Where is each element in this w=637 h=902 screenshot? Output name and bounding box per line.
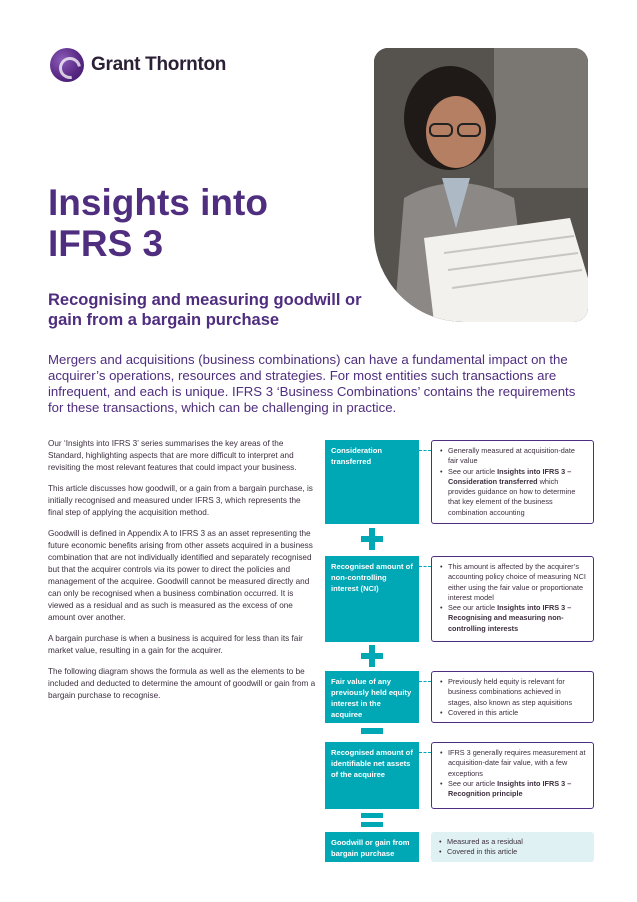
diagram-connector: [419, 450, 431, 451]
diagram-note-goodwill: • Measured as a residual • Covered in this article: [431, 832, 594, 862]
page-subtitle: Recognising and measuring goodwill or gain from a bargain purchase: [48, 291, 362, 329]
diagram-note-consideration: • Generally measured at acquisition-date fair value • See our article Insights into IFRS 3 – Consideration transferred which provides guidance on how to determine that key element of the business combination accounting: [431, 440, 594, 524]
body-paragraph: The following diagram shows the formula as well as the elements to be included and deducted to determine the amount of goodwill or gain from a bargain purchase to recognise.: [48, 667, 316, 700]
diagram-box-nci: Recognised amount of non-controlling interest (NCI): [325, 556, 419, 642]
woman-reading-illustration: [374, 48, 588, 322]
equals-icon: [361, 813, 383, 827]
diagram-note-previously-held-equity: • Previously held equity is relevant for business combinations achieved in stages, also known as step aquisitions • Covered in this article: [431, 671, 594, 723]
diagram-box-consideration: Consideration transferred: [325, 440, 419, 524]
body-paragraph: Goodwill is defined in Appendix A to IFRS 3 as an asset representing the future economic benefits arising from other assets acquired in a business combination that are not individually identified and separately recognised but that the acquirer controls via its power to direct the policies and management of the acquiree. Goodwill cannot be measured directly and can only be recognised when a business combination occurred. It is viewed as a residual and as such is measured as the excess of one amount over another.: [48, 529, 313, 622]
diagram-connector: [419, 566, 431, 567]
grant-thornton-logo: [50, 48, 226, 82]
brand-name: Grant Thornton: [91, 54, 227, 75]
hero-photo: [374, 48, 588, 322]
diagram-connector: [419, 681, 431, 682]
body-paragraph: This article discusses how goodwill, or a gain from a bargain purchase, is initially recognised and measured under IFRS 3, which represents the final step of applying the acquisition method.: [48, 484, 313, 517]
diagram-note-nci: • This amount is affected by the acquirer’s accounting policy choice of measuring NCI either using the fair value or proportionate interest model • See our article Insights into IFRS 3 – Recognising and measuring non-controlling interests: [431, 556, 594, 642]
body-paragraph: Our ‘Insights into IFRS 3’ series summarises the key areas of the Standard, highlighting aspects that are more difficult to interpret and revisiting the most relevant features that could impact your business.: [48, 439, 297, 472]
body-paragraph: A bargain purchase is when a business is acquired for less than its fair market value, resulting in a gain for the acquirer.: [48, 634, 303, 655]
diagram-box-goodwill: Goodwill or gain from bargain purchase: [325, 832, 419, 862]
body-text: [48, 438, 316, 711]
diagram-box-net-assets: Recognised amount of identifiable net assets of the acquiree: [325, 742, 419, 809]
page-title: Insights into IFRS 3: [48, 182, 268, 264]
logo-mark-icon: [50, 48, 84, 82]
minus-icon: [361, 728, 383, 734]
diagram-note-net-assets: • IFRS 3 generally requires measurement at acquisition-date fair value, with a few exceptions • See our article Insights into IFRS 3 – Recognition principle: [431, 742, 594, 809]
diagram-box-previously-held-equity: Fair value of any previously held equity interest in the acquiree: [325, 671, 419, 723]
intro-paragraph: Mergers and acquisitions (business combinations) can have a fundamental impact on the acquirer’s operations, resources and strategies. For most entities such transactions are infrequent, and each is unique. IFRS 3 ‘Business Combinations’ contains the requirements for these transactions, which can be challenging in practice.: [48, 352, 576, 415]
plus-icon: [361, 528, 383, 550]
plus-icon: [361, 645, 383, 667]
diagram-connector: [419, 752, 431, 753]
